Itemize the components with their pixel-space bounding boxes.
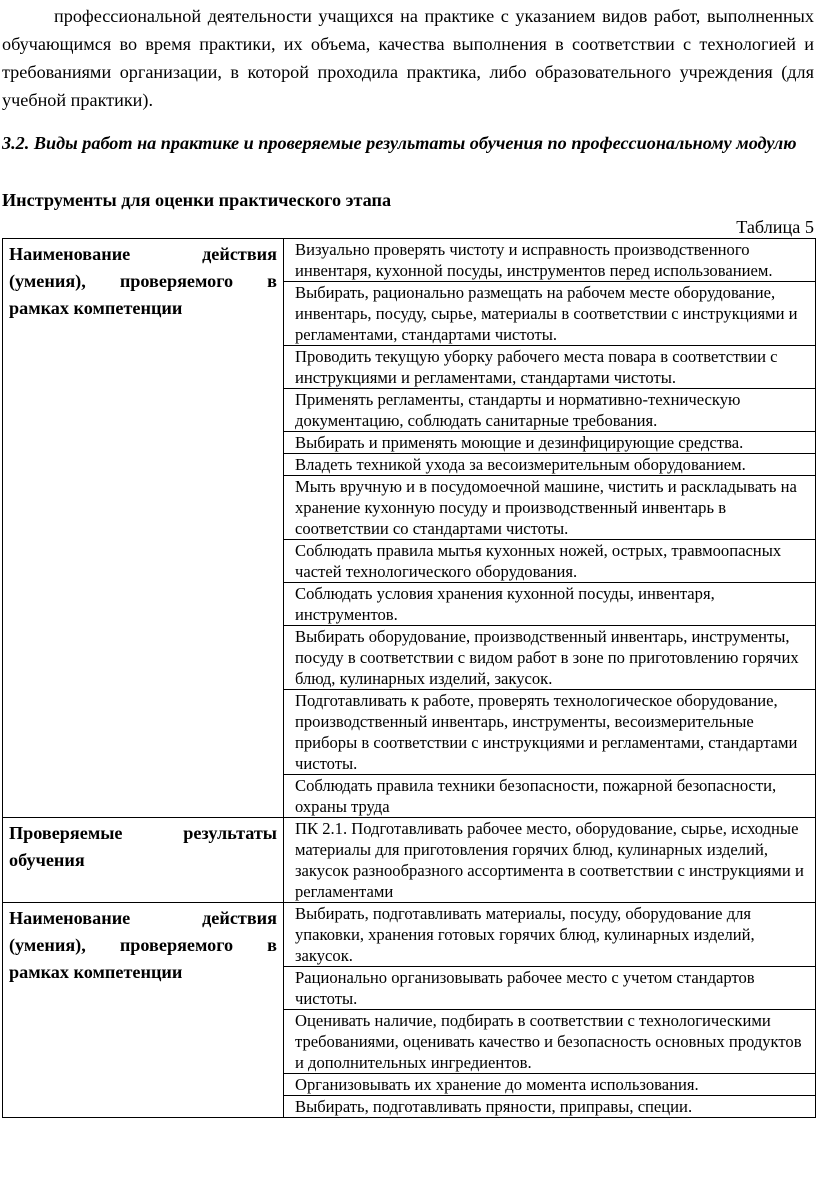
- item-row: [284, 583, 815, 626]
- block-label-cell: [3, 239, 284, 818]
- table-block-actions-1: [3, 239, 816, 818]
- item-row: [284, 346, 815, 389]
- item-text: Визуально проверять чистоту и исправность производственного инвентаря, кухонной посуды, инструментов перед использованием.: [284, 239, 815, 282]
- items-list: [284, 903, 815, 1117]
- item-row: [284, 775, 815, 818]
- item-row: [284, 389, 815, 432]
- item-text: Выбирать, подготавливать пряности, приправы, специи.: [295, 1097, 693, 1116]
- item-text: Подготавливать к работе, проверять технологическое оборудование, производственный инвентарь, инструменты, весоизмерительные приборы в соответствии с инструкциями и регламентами, стандартами чистоты.: [284, 690, 815, 775]
- item-row: [284, 903, 815, 967]
- item-text: Соблюдать условия хранения кухонной посуды, инвентаря, инструментов.: [284, 583, 815, 626]
- block-label: Наименование действия (умения), проверяемого в рамках компетенции: [9, 244, 277, 318]
- item-row: [284, 626, 815, 690]
- item-row: [284, 967, 815, 1010]
- instruments-heading: Инструменты для оценки практического этапа: [2, 190, 392, 210]
- item-row: [284, 1074, 815, 1096]
- table-label: Таблица 5: [736, 217, 814, 237]
- block-label: Наименование действия (умения), проверяемого в рамках компетенции: [9, 908, 277, 982]
- table-block-actions-2: [3, 903, 816, 1118]
- item-row: [284, 454, 815, 476]
- item-text: Организовывать их хранение до момента использования.: [284, 1074, 815, 1096]
- block-items-cell: [284, 239, 816, 818]
- block-label: Проверяемые результаты обучения: [9, 823, 277, 870]
- block-label-cell: [3, 818, 284, 903]
- item-text: Выбирать, рационально размещать на рабочем месте оборудование, инвентарь, посуду, сырье, материалы в соответствии с инструкциями и регламентами, стандартами чистоты.: [284, 282, 815, 346]
- item-row: [284, 282, 815, 346]
- item-row: [284, 239, 815, 282]
- item-text: Применять регламенты, стандарты и нормативно-техническую документацию, соблюдать санитарные требования.: [284, 389, 815, 432]
- items-list: [284, 239, 815, 817]
- item-text: Выбирать и применять моющие и дезинфицирующие средства.: [284, 432, 815, 454]
- item-row: [284, 1010, 815, 1074]
- assessment-table: [2, 238, 816, 1118]
- item-text: Выбирать оборудование, производственный инвентарь, инструменты, посуду в соответствии с видом работ в зоне по приготовлению горячих блюд, кулинарных изделий, закусок.: [284, 626, 815, 690]
- item-row: [284, 476, 815, 540]
- item-text: Мыть вручную и в посудомоечной машине, чистить и раскладывать на хранение кухонную посуду и производственный инвентарь в соответствии со стандартами чистоты.: [284, 476, 815, 540]
- item-text: Проводить текущую уборку рабочего места повара в соответствии с инструкциями и регламентами, стандартами чистоты.: [284, 346, 815, 389]
- item-text: Соблюдать правила мытья кухонных ножей, острых, травмоопасных частей технологического оборудования.: [284, 540, 815, 583]
- item-row: [284, 540, 815, 583]
- item-text: Рационально организовывать рабочее место с учетом стандартов чистоты.: [284, 967, 815, 1010]
- item-text: Владеть техникой ухода за весоизмерительным оборудованием.: [284, 454, 815, 476]
- section-heading: 3.2. Виды работ на практике и проверяемые результаты обучения по профессиональному модулю: [2, 133, 797, 153]
- item-text: Оценивать наличие, подбирать в соответствии с технологическими требованиями, оценивать качество и безопасность основных продуктов и дополнительных ингредиентов.: [284, 1010, 815, 1074]
- item-text: Выбирать, подготавливать материалы, посуду, оборудование для упаковки, хранения готовых горячих блюд, кулинарных изделий, закусок.: [284, 903, 815, 967]
- item-row: [284, 1096, 815, 1118]
- block-items-cell: [284, 818, 816, 903]
- item-text: Соблюдать правила техники безопасности, пожарной безопасности, охраны труда: [295, 776, 777, 816]
- result-text: ПК 2.1. Подготавливать рабочее место, оборудование, сырье, исходные материалы для приготовления горячих блюд, кулинарных изделий, закусок разнообразного ассортимента в соответствии с инструкциями и регламентами: [295, 819, 804, 901]
- table-block-results: [3, 818, 816, 903]
- block-items-cell: [284, 903, 816, 1118]
- intro-paragraph: профессиональной деятельности учащихся на практике с указанием видов работ, выполненных обучающимся во время практики, их объема, качества выполнения в соответствии с технологией и требованиями организации, в которой проходила практика, либо образовательного учреждения (для учебной практики).: [2, 6, 814, 110]
- item-row: [284, 432, 815, 454]
- item-row: [284, 690, 815, 775]
- block-label-cell: [3, 903, 284, 1118]
